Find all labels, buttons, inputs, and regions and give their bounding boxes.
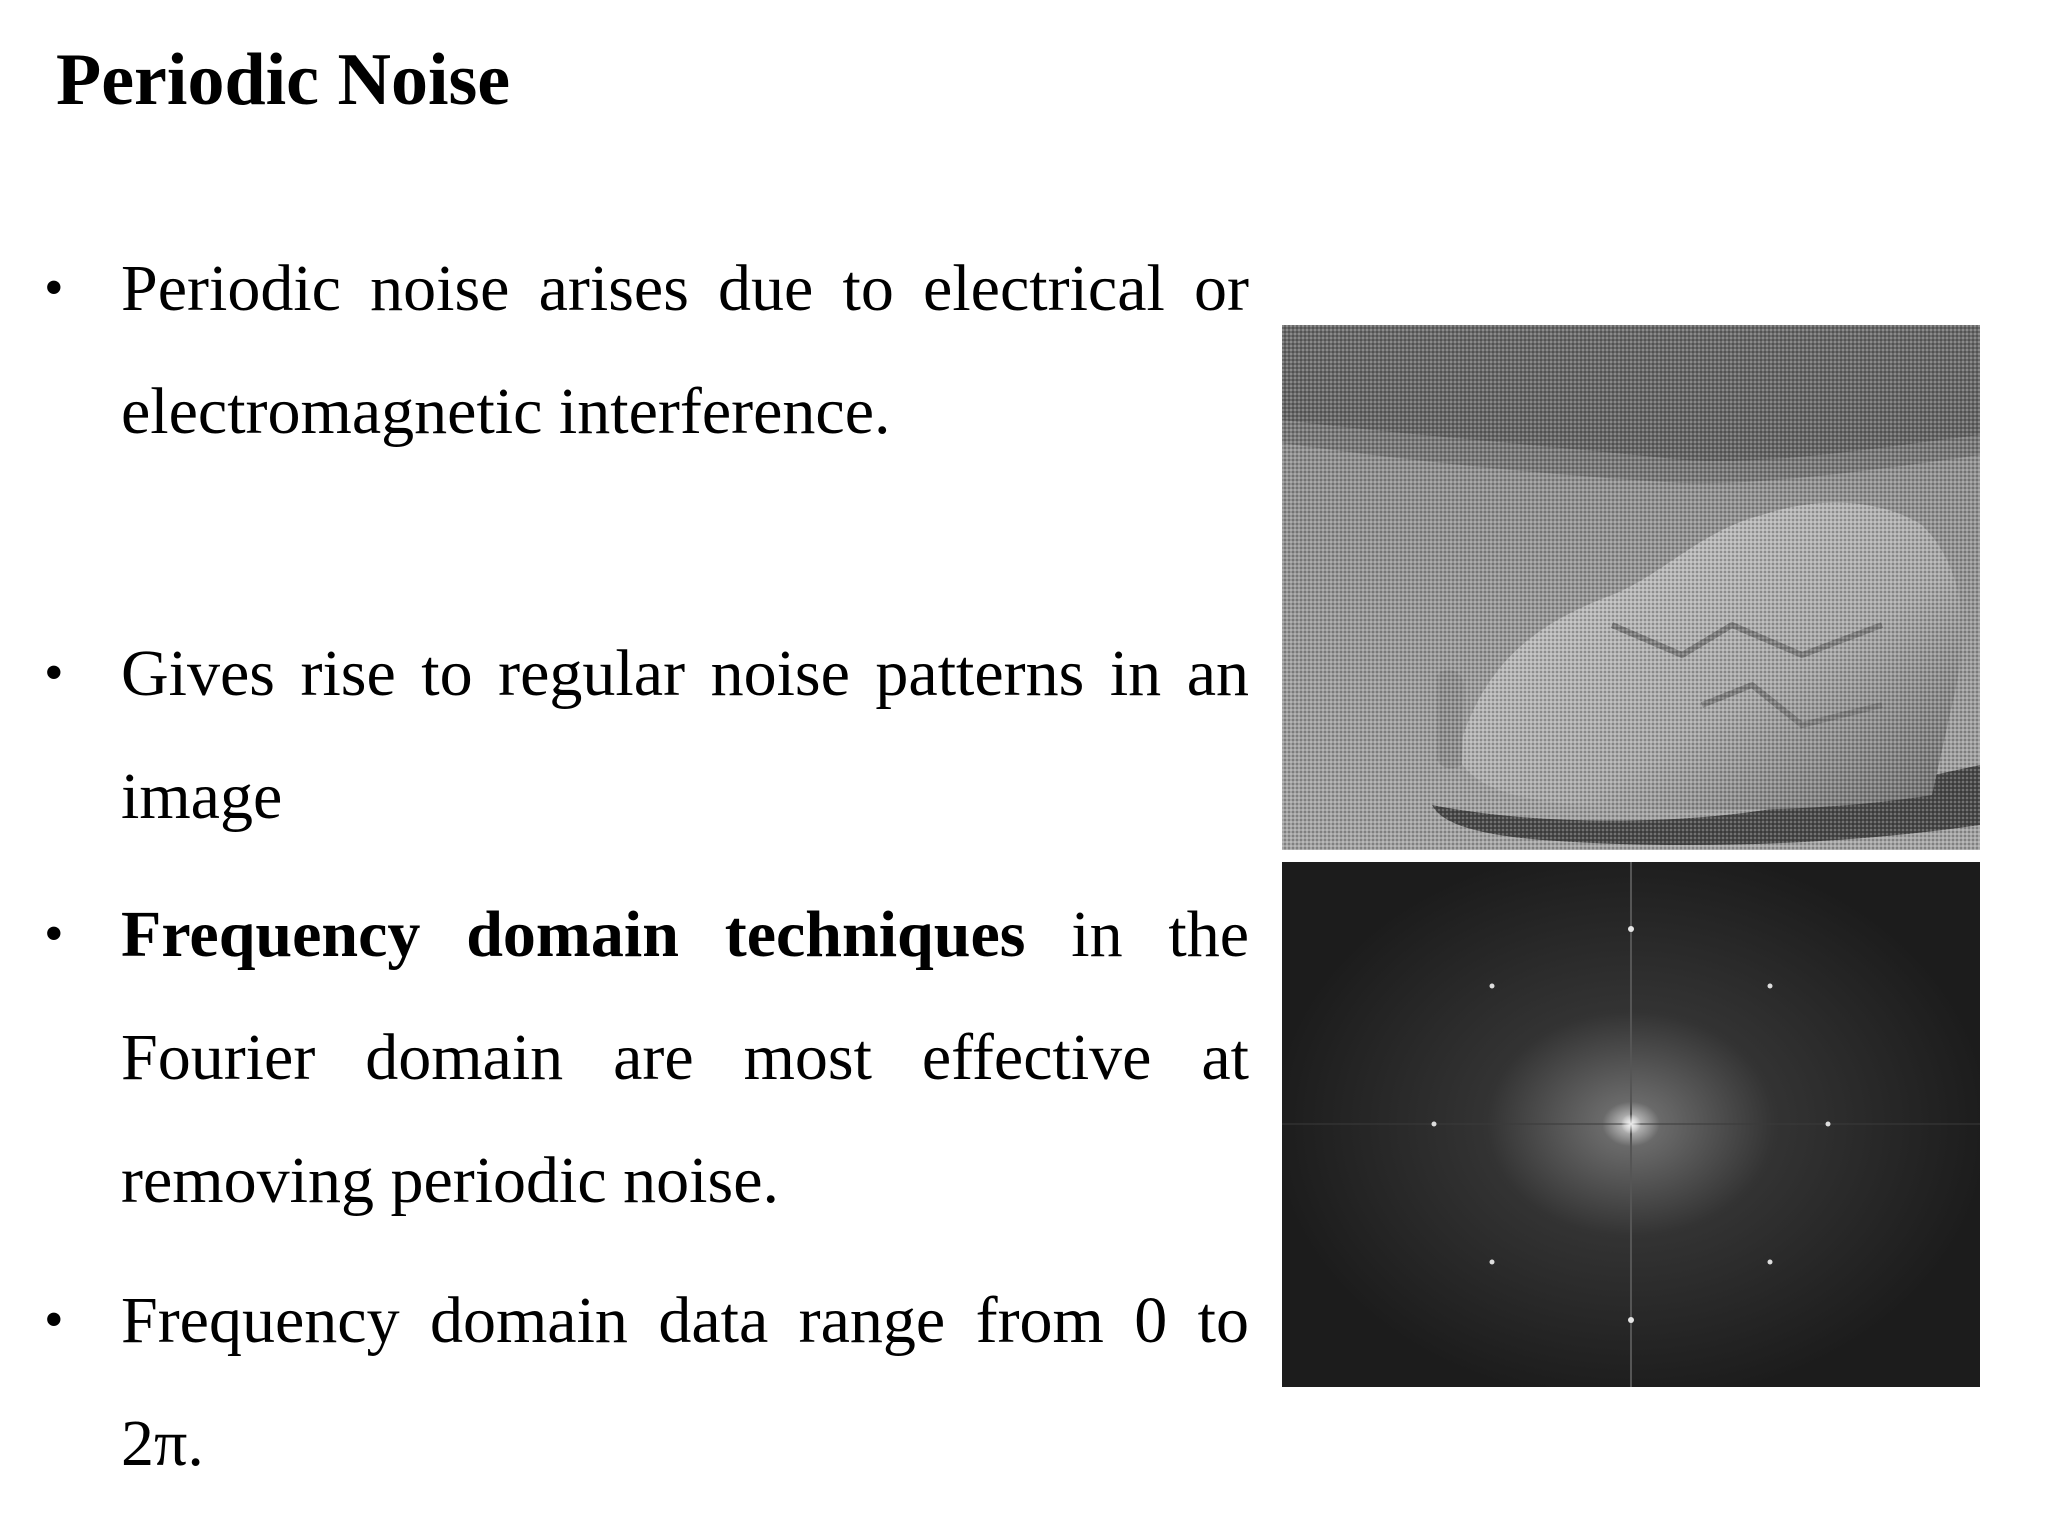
noisy-image-graphic (1282, 325, 1980, 850)
noise-spike (1490, 1260, 1495, 1265)
noise-spike (1628, 1317, 1634, 1323)
bullet-text (121, 227, 1249, 473)
slide-title: Periodic Noise (56, 39, 511, 121)
bullet-segment: in the Fourier domain are most effective at removing periodic noise. (121, 898, 1249, 1217)
spectrum-graphic (1282, 862, 1980, 1387)
bullet-segment: Gives rise to regular noise patterns in an image (121, 637, 1249, 833)
noise-overlay (1282, 325, 1980, 850)
noise-spike (1768, 1260, 1773, 1265)
bullet-segment-bold: Frequency domain techniques (121, 898, 1026, 971)
bullet-marker: • (44, 642, 64, 704)
bullet-text (121, 873, 1249, 1242)
spectrum-image (1282, 862, 1980, 1387)
noisy-image (1282, 325, 1980, 850)
bullet-text (121, 1259, 1249, 1505)
noise-spike (1826, 1122, 1831, 1127)
noise-spike (1768, 984, 1773, 989)
noise-spike (1628, 926, 1634, 932)
spectrum-center-peak (1621, 1114, 1641, 1134)
noise-spike (1432, 1122, 1437, 1127)
bullet-segment: Periodic noise arises due to electrical or electromagnetic interference. (121, 252, 1249, 448)
bullet-segment: Frequency domain data range from 0 to 2π. (121, 1284, 1249, 1480)
bullet-marker: • (44, 903, 64, 965)
bullet-marker: • (44, 1289, 64, 1351)
bullet-marker: • (44, 257, 64, 319)
bullet-text (121, 612, 1249, 858)
noise-spike (1490, 984, 1495, 989)
